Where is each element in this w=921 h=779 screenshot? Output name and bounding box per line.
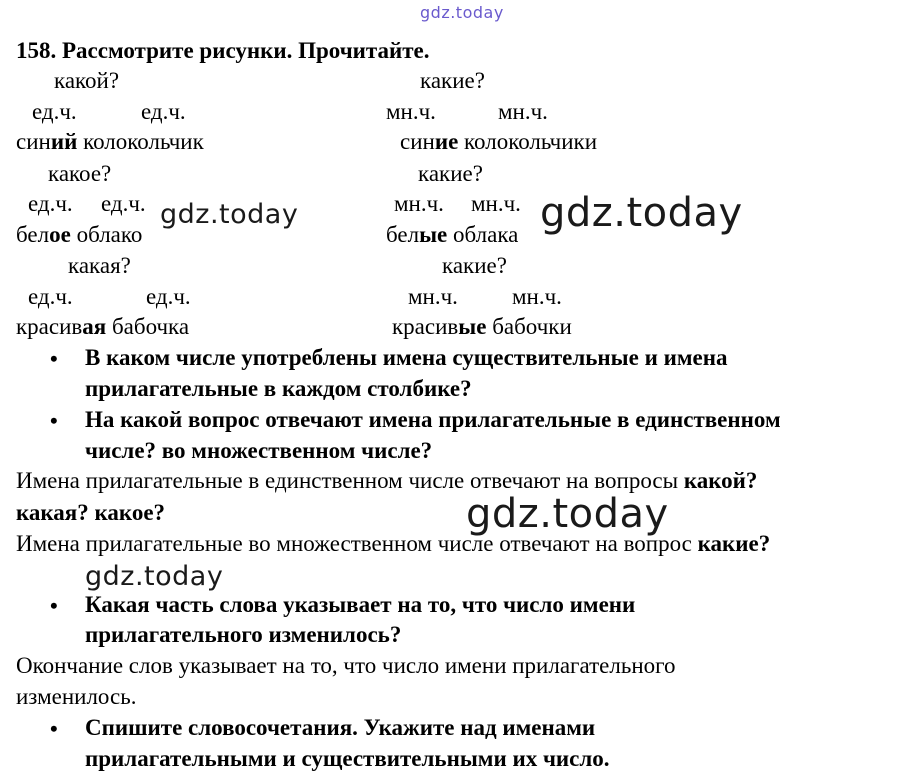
left-number-1a: ед.ч. bbox=[32, 99, 77, 124]
watermark-top: gdz.today bbox=[420, 3, 504, 22]
answer-3-line-1: Окончание слов указывает на то, что число имени прилагательного bbox=[16, 653, 676, 678]
answer-2-plural bbox=[16, 530, 770, 558]
bullet-icon: • bbox=[50, 593, 58, 618]
adjective-ending: ая bbox=[82, 314, 107, 339]
left-phrase-1 bbox=[16, 128, 204, 156]
right-phrase-1 bbox=[400, 128, 597, 156]
right-number-1b: мн.ч. bbox=[498, 99, 548, 124]
right-number-2a: мн.ч. bbox=[394, 191, 444, 216]
bullet-icon: • bbox=[50, 716, 58, 741]
watermark-4: gdz.today bbox=[85, 561, 224, 592]
answer-emphasis: какие? bbox=[697, 531, 771, 556]
right-number-1a: мн.ч. bbox=[386, 99, 436, 124]
adjective-ending: ий bbox=[50, 129, 78, 154]
left-number-3b: ед.ч. bbox=[146, 284, 191, 309]
noun: облака bbox=[453, 222, 519, 247]
adjective-ending: ые bbox=[458, 314, 487, 339]
left-question-3: какая? bbox=[68, 253, 131, 278]
left-number-2b: ед.ч. bbox=[101, 191, 146, 216]
adjective-stem: красив bbox=[392, 314, 459, 339]
adjective-stem: бел bbox=[16, 222, 50, 247]
answer-2-singular-line-1 bbox=[16, 467, 757, 495]
watermark-2: gdz.today bbox=[540, 190, 743, 236]
question-3-line-2: прилагательного изменилось? bbox=[85, 622, 402, 647]
adjective-ending: ое bbox=[49, 222, 71, 247]
bullet-icon: • bbox=[50, 408, 58, 433]
right-number-3a: мн.ч. bbox=[408, 284, 458, 309]
adjective-ending: ие bbox=[434, 129, 459, 154]
left-phrase-3 bbox=[16, 313, 189, 341]
question-1-line-1: В каком числе употреблены имена существительные и имена bbox=[85, 345, 728, 370]
left-question-2: какое? bbox=[48, 161, 112, 186]
adjective-ending: ые bbox=[419, 222, 448, 247]
adjective-stem: син bbox=[16, 129, 51, 154]
right-phrase-3 bbox=[392, 313, 572, 341]
answer-2-singular-line-2: какая? какое? bbox=[16, 500, 166, 525]
right-question-3: какие? bbox=[442, 253, 507, 278]
watermark-1: gdz.today bbox=[160, 199, 299, 230]
adjective-stem: бел bbox=[386, 222, 420, 247]
left-number-2a: ед.ч. bbox=[28, 191, 73, 216]
noun: колокольчики bbox=[464, 129, 598, 154]
bullet-icon: • bbox=[50, 346, 58, 371]
answer-text: Имена прилагательные в единственном числе отвечают на вопросы bbox=[16, 468, 684, 493]
left-number-3a: ед.ч. bbox=[28, 284, 73, 309]
question-2-line-2: числе? во множественном числе? bbox=[85, 438, 433, 463]
right-question-1: какие? bbox=[420, 68, 485, 93]
right-phrase-2 bbox=[386, 221, 518, 249]
left-question-1: какой? bbox=[54, 68, 120, 93]
exercise-title: 158. Рассмотрите рисунки. Прочитайте. bbox=[16, 38, 430, 63]
left-phrase-2 bbox=[16, 221, 142, 249]
noun: бабочка bbox=[111, 314, 190, 339]
noun: бабочки bbox=[492, 314, 572, 339]
question-2-line-1: На какой вопрос отвечают имена прилагательные в единственном bbox=[85, 407, 781, 432]
answer-emphasis: какой? bbox=[683, 468, 758, 493]
left-number-1b: ед.ч. bbox=[141, 99, 186, 124]
noun: облако bbox=[76, 222, 143, 247]
right-number-3b: мн.ч. bbox=[512, 284, 562, 309]
question-1-line-2: прилагательные в каждом столбике? bbox=[85, 376, 472, 401]
right-number-2b: мн.ч. bbox=[471, 191, 521, 216]
question-4-line-2: прилагательными и существительными их число. bbox=[85, 746, 610, 771]
right-question-2: какие? bbox=[418, 161, 483, 186]
adjective-stem: син bbox=[400, 129, 435, 154]
adjective-stem: красив bbox=[16, 314, 83, 339]
question-3-line-1: Какая часть слова указывает на то, что число имени bbox=[85, 592, 636, 617]
watermark-3: gdz.today bbox=[466, 491, 669, 537]
noun: колокольчик bbox=[83, 129, 204, 154]
question-4-line-1: Спишите словосочетания. Укажите над именами bbox=[85, 715, 596, 740]
answer-text: Имена прилагательные во множественном числе отвечают на вопрос bbox=[16, 531, 698, 556]
answer-3-line-2: изменилось. bbox=[16, 684, 137, 709]
